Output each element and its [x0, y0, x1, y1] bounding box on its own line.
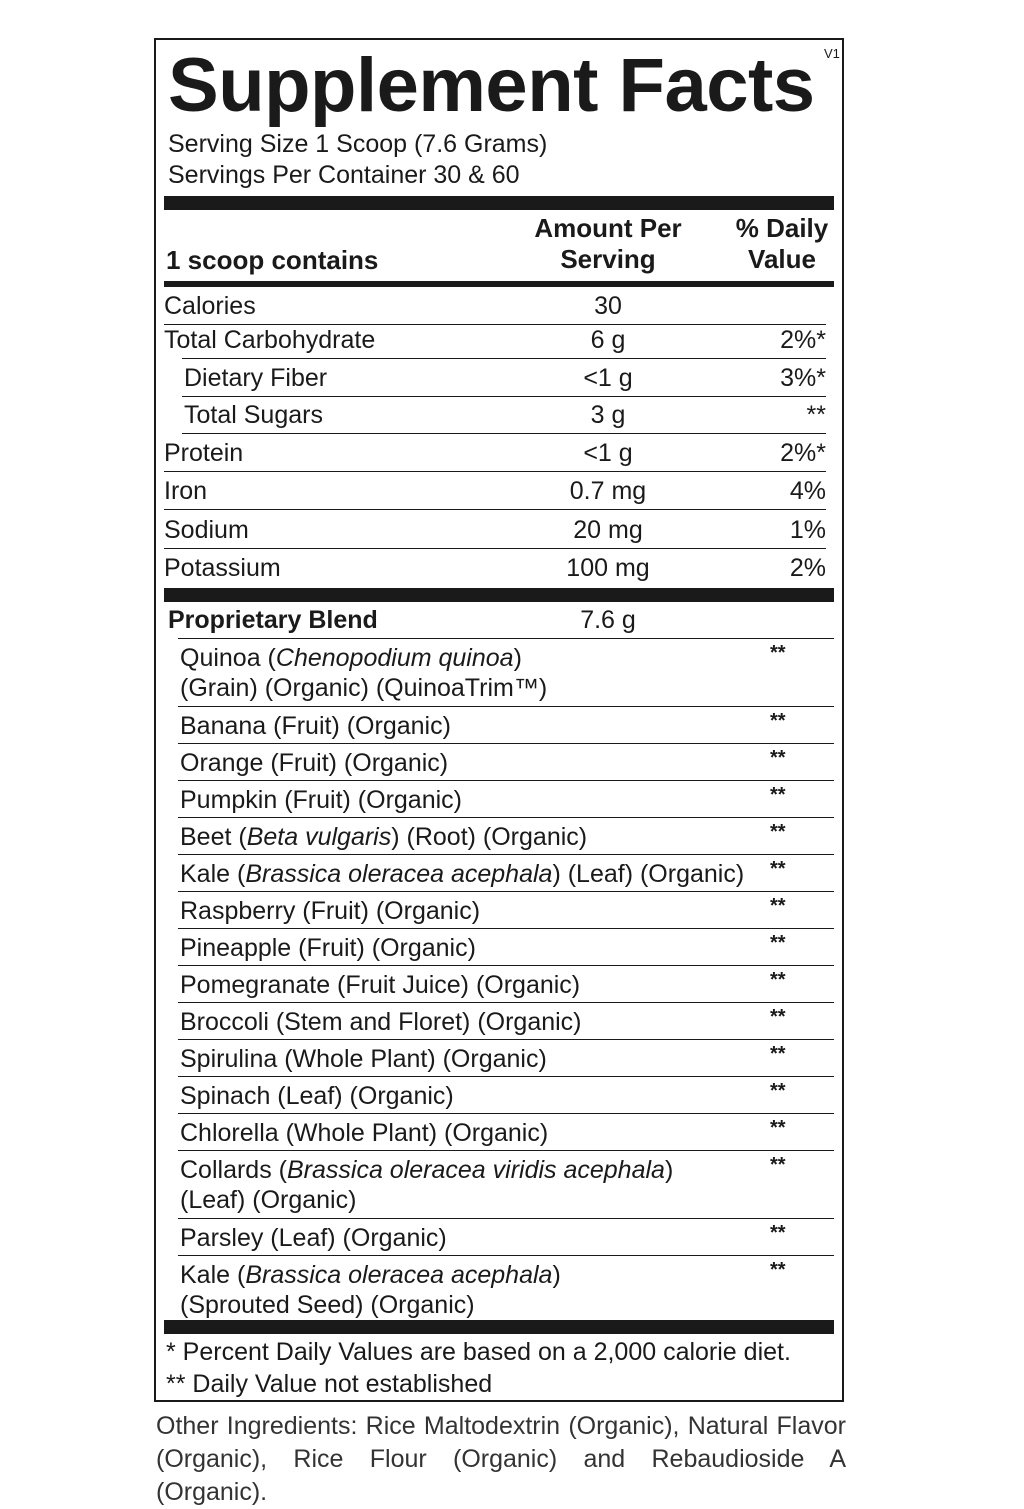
ingredient-daily-value: **: [770, 747, 786, 769]
nutrient-amount: <1 g: [583, 439, 633, 467]
nutrient-daily-value: 2%*: [780, 326, 826, 354]
ingredient-latin-name: Chenopodium quinoa: [275, 644, 514, 672]
footnote-percent-dv: * Percent Daily Values are based on a 2,000 calorie diet.: [166, 1338, 791, 1366]
ingredient-divider: [178, 817, 834, 818]
ingredient-line: [180, 1044, 547, 1074]
ingredient-item: [180, 896, 480, 926]
nutrient-name: Dietary Fiber: [184, 364, 328, 392]
other-ingredients: Other Ingredients: Rice Maltodextrin (Organic), Natural Flavor (Organic), Rice Flour (Organic) and Rebaudioside A (Organic).: [156, 1412, 846, 1506]
ingredient-line: [180, 1155, 673, 1185]
row-divider: [182, 433, 826, 434]
nutrient-row: [156, 435, 842, 472]
ingredient-line: [180, 859, 744, 889]
ingredient-name: Orange (Fruit) (Organic): [180, 749, 449, 777]
ingredient-line: [180, 785, 462, 815]
header-dv-line1: % Daily: [735, 213, 829, 243]
ingredient-part: ): [664, 1156, 674, 1184]
ingredient-name: Pomegranate (Fruit Juice) (Organic): [180, 971, 581, 999]
thick-divider-top: [164, 196, 834, 210]
ingredient-item: [180, 1007, 582, 1037]
ingredient-name: Parsley (Leaf) (Organic): [180, 1224, 447, 1252]
ingredient-daily-value: **: [770, 858, 786, 880]
thick-divider-mid: [164, 588, 834, 602]
nutrient-daily-value: **: [806, 401, 826, 429]
ingredient-name: Quinoa (: [180, 644, 276, 672]
ingredient-item: [180, 1044, 547, 1074]
ingredient-divider: [178, 1113, 834, 1114]
serving-size: Serving Size 1 Scoop (7.6 Grams): [168, 130, 548, 158]
blend-name: Proprietary Blend: [168, 606, 378, 634]
ingredient-name: Raspberry (Fruit) (Organic): [180, 897, 481, 925]
ingredient-daily-value: **: [770, 1117, 786, 1139]
ingredient-daily-value: **: [770, 1080, 786, 1102]
ingredient-daily-value: **: [770, 932, 786, 954]
thick-divider-bottom: [164, 1320, 834, 1334]
ingredient-daily-value: **: [770, 1006, 786, 1028]
ingredient-item: [180, 933, 476, 963]
ingredient-item: [180, 822, 587, 852]
ingredient-divider: [178, 1218, 834, 1219]
nutrient-daily-value: 2%*: [780, 439, 826, 467]
header-amount-line2: Serving: [560, 244, 656, 274]
ingredient-line-2: (Grain) (Organic) (QuinoaTrim™): [180, 674, 548, 702]
nutrient-amount: 20 mg: [573, 516, 643, 544]
nutrient-daily-value: 1%: [789, 516, 826, 544]
ingredient-divider: [178, 638, 834, 639]
nutrient-name: Potassium: [164, 554, 281, 582]
ingredient-line-2: (Leaf) (Organic): [180, 1186, 357, 1214]
ingredient-daily-value: **: [770, 710, 786, 732]
ingredient-item: [180, 748, 448, 778]
ingredient-divider: [178, 706, 834, 707]
row-divider: [164, 509, 826, 510]
nutrient-amount: <1 g: [583, 364, 633, 392]
proprietary-blend-row: [156, 604, 842, 638]
ingredient-divider: [178, 1039, 834, 1040]
nutrient-row: [156, 397, 842, 434]
row-divider: [182, 358, 826, 359]
ingredient-daily-value: **: [770, 784, 786, 806]
ingredient-daily-value: **: [770, 642, 786, 664]
nutrient-row: [156, 322, 842, 359]
ingredient-item: [180, 711, 451, 741]
ingredient-line: [180, 970, 580, 1000]
header-contains: 1 scoop contains: [166, 245, 379, 275]
ingredient-item: [180, 643, 547, 703]
ingredient-name: Beet (: [180, 823, 247, 851]
ingredient-item: [180, 1081, 454, 1111]
ingredient-part: ) (Root) (Organic): [391, 823, 588, 851]
footnote-dv-not-established: ** Daily Value not established: [166, 1370, 493, 1398]
nutrient-amount: 6 g: [590, 326, 626, 354]
ingredient-name: Chlorella (Whole Plant) (Organic): [180, 1119, 549, 1147]
ingredient-item: [180, 1155, 673, 1215]
nutrient-row: [156, 288, 842, 325]
ingredient-name: Banana (Fruit) (Organic): [180, 712, 451, 740]
ingredient-line: [180, 1223, 447, 1253]
nutrient-name: Iron: [164, 477, 208, 505]
ingredient-daily-value: **: [770, 895, 786, 917]
row-divider: [164, 548, 826, 549]
ingredient-line: [180, 1118, 548, 1148]
ingredient-daily-value: **: [770, 1154, 786, 1176]
ingredient-name: Spirulina (Whole Plant) (Organic): [180, 1045, 547, 1073]
ingredient-line: [180, 822, 587, 852]
ingredient-divider: [178, 928, 834, 929]
nutrient-daily-value: 3%*: [780, 364, 826, 392]
nutrient-row: [156, 473, 842, 510]
nutrient-row: [156, 512, 842, 549]
ingredient-line: [180, 1260, 561, 1290]
ingredient-daily-value: **: [770, 969, 786, 991]
ingredient-divider: [178, 1076, 834, 1077]
nutrient-daily-value: 2%: [789, 554, 826, 582]
ingredient-daily-value: **: [770, 1043, 786, 1065]
ingredient-line: [180, 896, 480, 926]
ingredient-divider: [178, 780, 834, 781]
ingredient-name: Kale (: [180, 1261, 246, 1289]
ingredient-item: [180, 785, 462, 815]
version-label: V1: [824, 46, 840, 61]
ingredient-divider: [178, 965, 834, 966]
nutrient-amount: 3 g: [590, 401, 626, 429]
nutrient-amount: 100 mg: [566, 554, 650, 582]
ingredient-part: ): [513, 644, 522, 672]
ingredient-line: [180, 643, 547, 673]
ingredient-item: [180, 1223, 447, 1253]
nutrient-name: Total Carbohydrate: [164, 326, 376, 354]
nutrient-amount: 30: [594, 292, 622, 320]
ingredient-divider: [178, 1255, 834, 1256]
ingredient-daily-value: **: [770, 1259, 786, 1281]
ingredient-divider: [178, 891, 834, 892]
header-amount-line1: Amount Per: [534, 213, 682, 243]
ingredient-latin-name: Brassica oleracea acephala: [245, 860, 553, 888]
ingredient-name: Kale (: [180, 860, 246, 888]
ingredient-latin-name: Brassica oleracea acephala: [245, 1261, 553, 1289]
ingredient-item: [180, 859, 744, 889]
blend-amount: 7.6 g: [580, 606, 636, 634]
ingredient-name: Pumpkin (Fruit) (Organic): [180, 786, 462, 814]
header-amount: [516, 213, 700, 275]
nutrient-name: Calories: [164, 292, 256, 320]
ingredient-divider: [178, 1002, 834, 1003]
nutrient-name: Total Sugars: [184, 401, 323, 429]
nutrient-daily-value: 4%: [789, 477, 826, 505]
supplement-facts-panel: [154, 38, 844, 1402]
nutrient-amount: 0.7 mg: [569, 477, 647, 505]
servings-per-container: Servings Per Container 30 & 60: [168, 161, 520, 189]
panel-title: Supplement Facts: [168, 43, 815, 128]
ingredient-line-2: (Sprouted Seed) (Organic): [180, 1291, 475, 1319]
nutrient-name: Protein: [164, 439, 244, 467]
header-daily-value: [716, 213, 848, 275]
ingredient-divider: [178, 854, 834, 855]
medium-divider: [164, 281, 834, 287]
ingredient-line: [180, 748, 448, 778]
ingredient-daily-value: **: [770, 821, 786, 843]
nutrient-name: Sodium: [164, 516, 249, 544]
ingredient-item: [180, 1118, 548, 1148]
nutrient-row: [156, 550, 842, 587]
ingredient-part: ) (Leaf) (Organic): [552, 860, 745, 888]
ingredient-name: Pineapple (Fruit) (Organic): [180, 934, 476, 962]
header-dv-line2: Value: [748, 244, 816, 274]
ingredient-line: [180, 711, 451, 741]
ingredient-daily-value: **: [770, 1222, 786, 1244]
ingredient-divider: [178, 743, 834, 744]
ingredient-line: [180, 1081, 454, 1111]
ingredient-latin-name: Brassica oleracea viridis acephala: [286, 1156, 665, 1184]
ingredient-line: [180, 933, 476, 963]
row-divider: [164, 471, 826, 472]
ingredient-item: [180, 970, 580, 1000]
ingredient-divider: [178, 1150, 834, 1151]
ingredient-item: [180, 1260, 561, 1320]
ingredient-part: ): [552, 1261, 561, 1289]
ingredient-name: Spinach (Leaf) (Organic): [180, 1082, 454, 1110]
ingredient-latin-name: Beta vulgaris: [246, 823, 392, 851]
ingredient-name: Broccoli (Stem and Floret) (Organic): [180, 1008, 582, 1036]
nutrient-row: [156, 360, 842, 397]
ingredient-name: Collards (: [180, 1156, 287, 1184]
ingredient-line: [180, 1007, 582, 1037]
